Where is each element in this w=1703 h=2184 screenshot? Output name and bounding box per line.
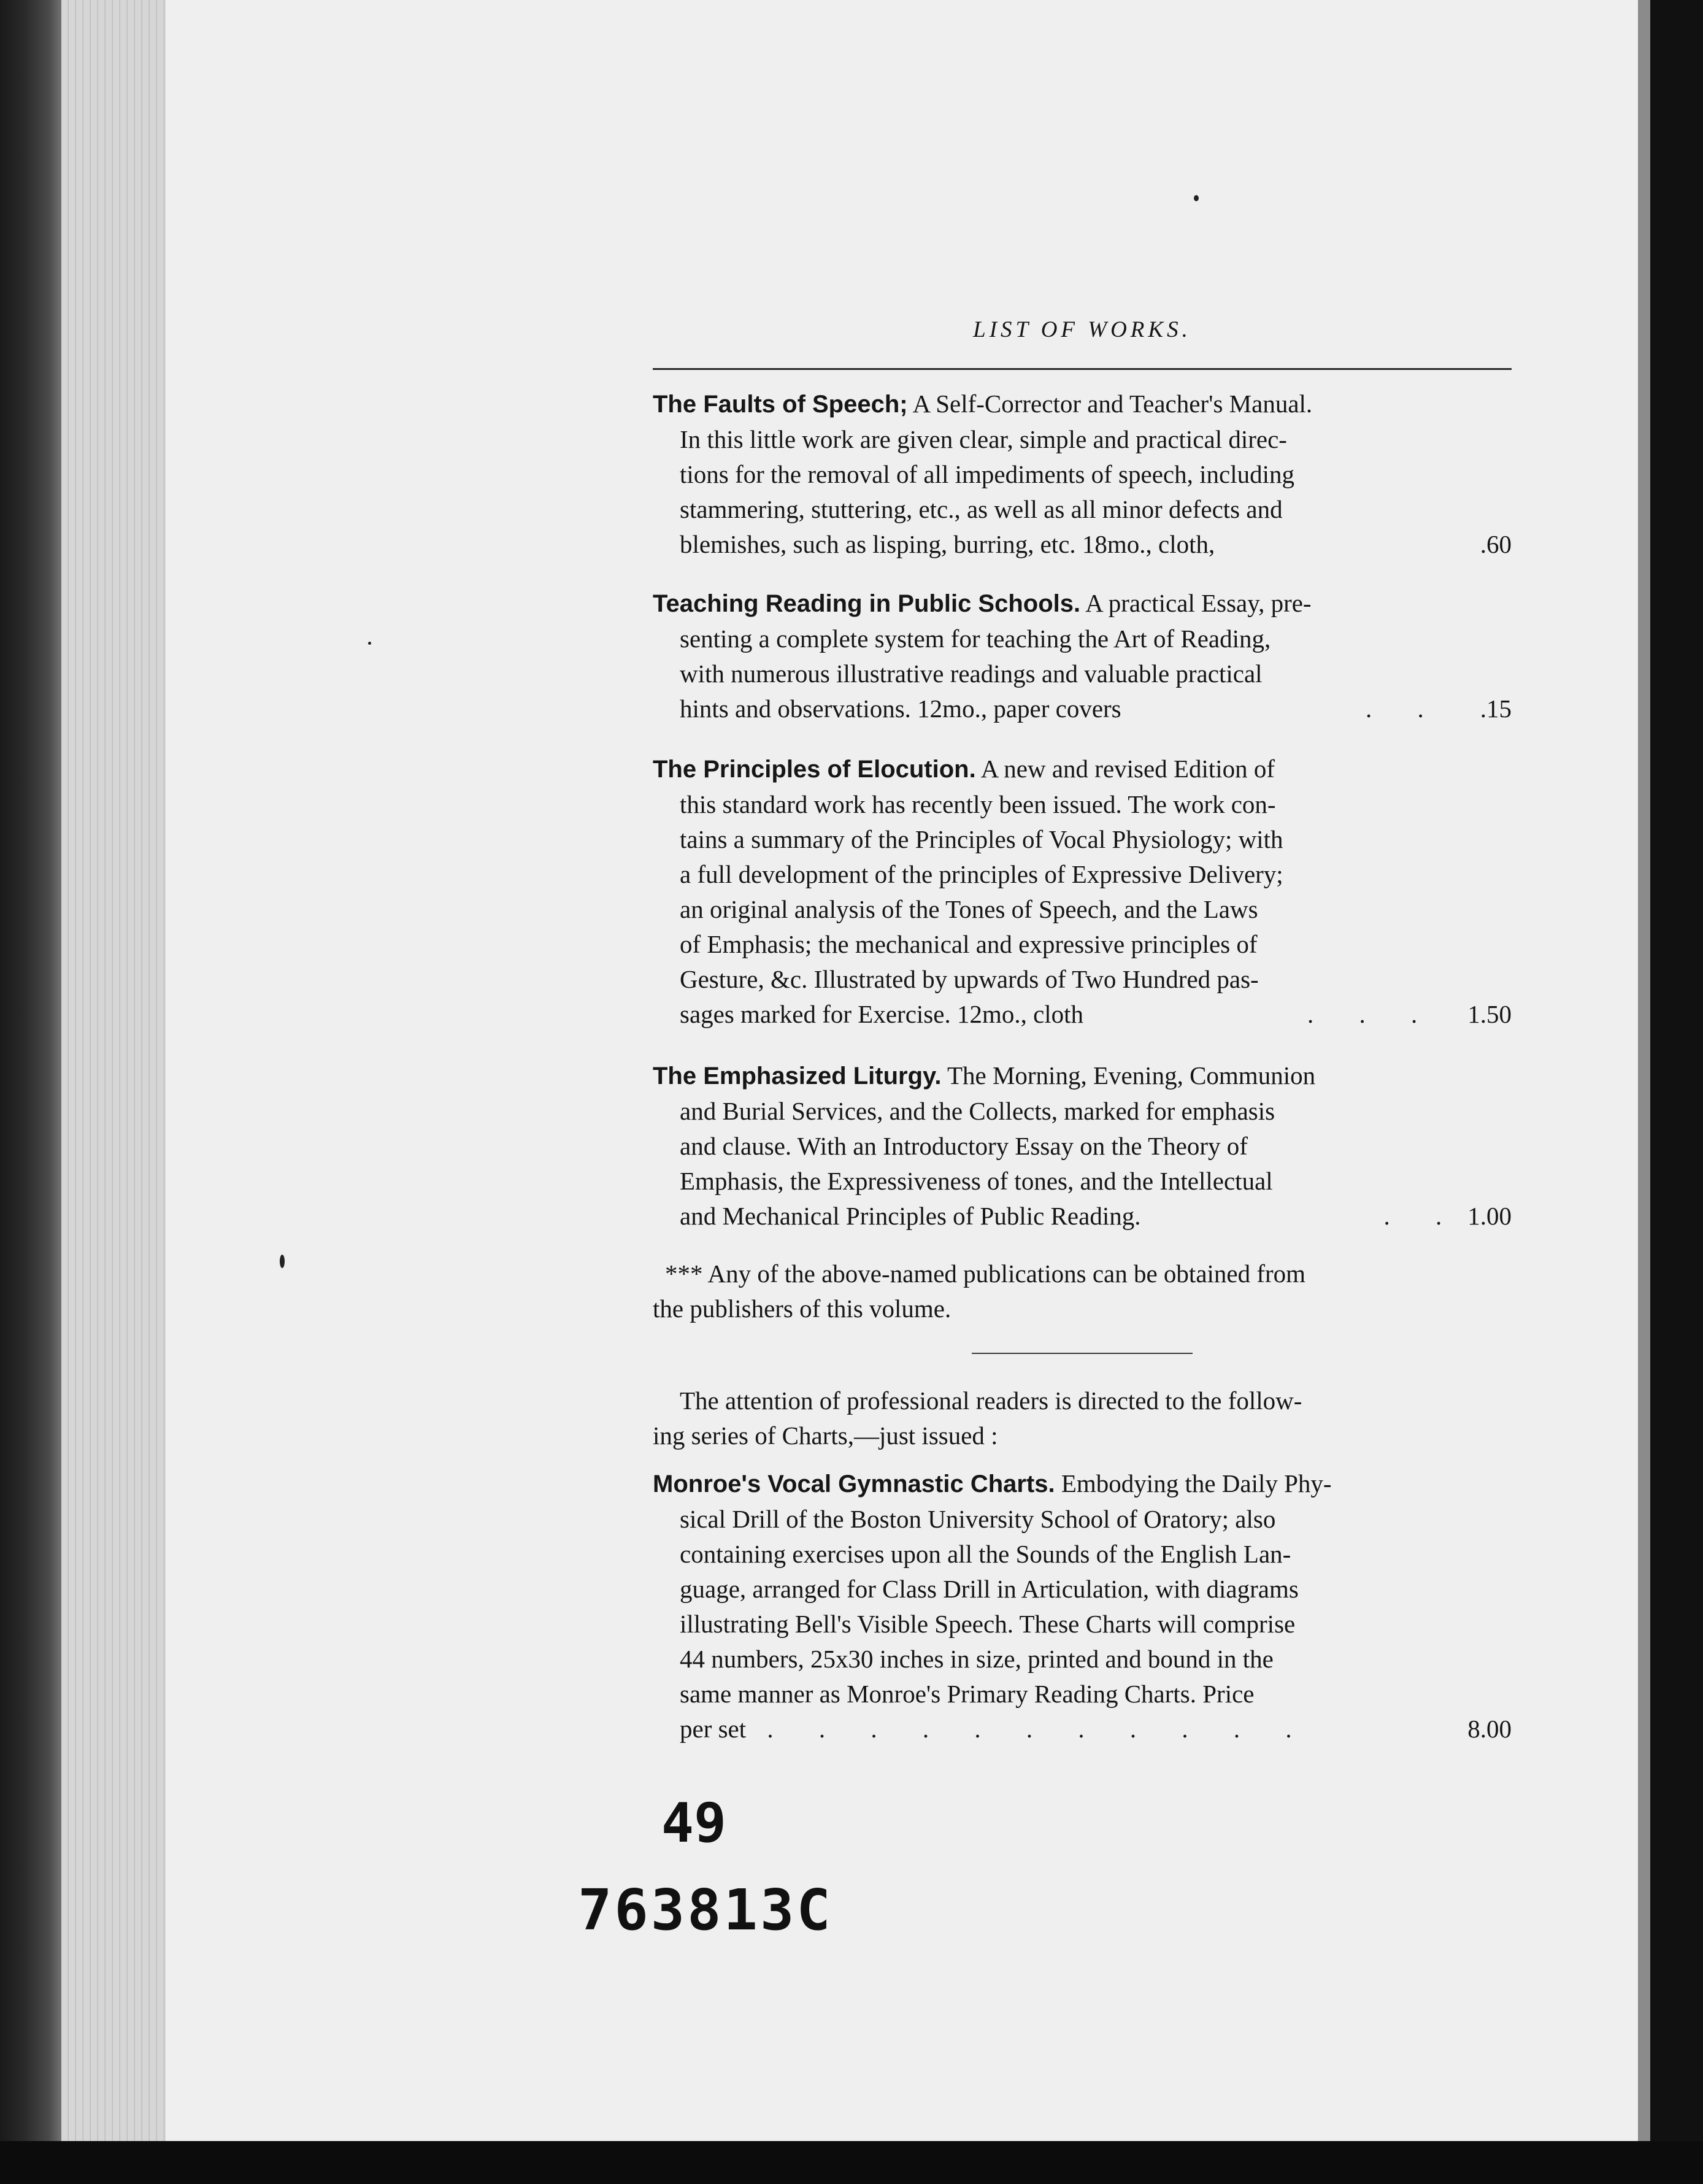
entry-line: blemishes, such as lisping, burring, etc. 18mo., cloth, bbox=[680, 530, 1215, 558]
entry-principles-of-elocution bbox=[653, 752, 1512, 1032]
speck bbox=[368, 642, 371, 645]
entry-faults-of-speech bbox=[653, 386, 1512, 562]
book-page bbox=[166, 0, 1638, 2141]
stamped-accession-code: 763813C bbox=[578, 1877, 833, 1943]
entry-line: A Self-Corrector and Teacher's Manual. bbox=[907, 390, 1313, 418]
entry-line: A new and revised Edition of bbox=[975, 755, 1275, 783]
entry-line: of Emphasis; the mechanical and expressive principles of bbox=[680, 930, 1258, 958]
entry-line: and clause. With an Introductory Essay on the Theory of bbox=[680, 1132, 1248, 1160]
entry-title: The Faults of Speech; bbox=[653, 391, 908, 418]
entry-line: senting a complete system for teaching the Art of Reading, bbox=[680, 625, 1271, 653]
entry-line: guage, arranged for Class Drill in Articulation, with diagrams bbox=[680, 1575, 1299, 1603]
entry-line: this standard work has recently been issued. The work con- bbox=[680, 790, 1276, 818]
section-divider bbox=[972, 1353, 1193, 1354]
entry-price: .60 bbox=[1480, 530, 1512, 558]
entry-title: The Principles of Elocution. bbox=[653, 756, 976, 783]
entry-line: In this little work are given clear, simple and practical direc- bbox=[680, 425, 1287, 453]
attention-line: ing series of Charts,—just issued : bbox=[653, 1421, 998, 1450]
scan-edge-right bbox=[1650, 0, 1703, 2184]
entry-teaching-reading bbox=[653, 586, 1512, 726]
entry-line: tions for the removal of all impediments of speech, including bbox=[680, 460, 1294, 488]
stamped-number: 49 bbox=[661, 1791, 726, 1855]
leader-dots: . . . . . . . . . . . bbox=[767, 1715, 1312, 1743]
entry-line: same manner as Monroe's Primary Reading Charts. Price bbox=[680, 1680, 1255, 1708]
note-line: *** Any of the above-named publications can be obtained from bbox=[665, 1259, 1306, 1288]
speck bbox=[280, 1255, 285, 1268]
entry-line: 44 numbers, 25x30 inches in size, printed and bound in the bbox=[680, 1645, 1274, 1673]
entry-title: Teaching Reading in Public Schools. bbox=[653, 590, 1081, 617]
entry-line: hints and observations. 12mo., paper covers bbox=[680, 694, 1121, 723]
scan-edge-bottom bbox=[0, 2141, 1703, 2184]
entry-line: tains a summary of the Principles of Vocal Physiology; with bbox=[680, 825, 1283, 853]
entry-line: a full development of the principles of Expressive Delivery; bbox=[680, 860, 1283, 888]
entry-line: sages marked for Exercise. 12mo., cloth bbox=[680, 1000, 1084, 1028]
leader-dots: . . . bbox=[1307, 1000, 1437, 1028]
entry-line: Emphasis, the Expressiveness of tones, and the Intellectual bbox=[680, 1167, 1273, 1195]
entry-line: illustrating Bell's Visible Speech. These Charts will comprise bbox=[680, 1610, 1296, 1638]
entry-line: A practical Essay, pre- bbox=[1080, 589, 1312, 617]
availability-note bbox=[653, 1256, 1512, 1326]
entry-emphasized-liturgy bbox=[653, 1058, 1512, 1234]
entry-line: an original analysis of the Tones of Speech, and the Laws bbox=[680, 895, 1258, 923]
entry-line: and Mechanical Principles of Public Reading. bbox=[680, 1202, 1141, 1230]
entry-line: per set bbox=[680, 1715, 747, 1743]
entry-price: 1.50 bbox=[1467, 1000, 1512, 1028]
header-rule bbox=[653, 368, 1512, 370]
entry-title: Monroe's Vocal Gymnastic Charts. bbox=[653, 1471, 1055, 1498]
entry-line: sical Drill of the Boston University School of Oratory; also bbox=[680, 1505, 1276, 1533]
attention-line: The attention of professional readers is directed to the follow- bbox=[680, 1386, 1302, 1415]
entry-line: containing exercises upon all the Sounds of the English Lan- bbox=[680, 1540, 1291, 1568]
entry-line: Gesture, &c. Illustrated by upwards of Two Hundred pas- bbox=[680, 965, 1259, 993]
entry-line: and Burial Services, and the Collects, marked for emphasis bbox=[680, 1097, 1275, 1125]
attention-paragraph bbox=[653, 1383, 1512, 1453]
entry-vocal-gymnastic-charts bbox=[653, 1466, 1512, 1747]
entry-line: Embodying the Daily Phy- bbox=[1055, 1469, 1332, 1498]
entry-line: stammering, stuttering, etc., as well as all minor defects and bbox=[680, 495, 1283, 523]
entry-line: The Morning, Evening, Communion bbox=[941, 1061, 1316, 1090]
entry-line: with numerous illustrative readings and valuable practical bbox=[680, 659, 1263, 688]
scan-edge-right-band bbox=[1638, 0, 1650, 2147]
entry-price: 8.00 bbox=[1467, 1715, 1512, 1743]
leader-dots: . . bbox=[1366, 694, 1444, 723]
entry-price: .15 bbox=[1480, 694, 1512, 723]
page-stack-edges bbox=[61, 0, 172, 2147]
note-line: the publishers of this volume. bbox=[653, 1294, 951, 1323]
entry-title: The Emphasized Liturgy. bbox=[653, 1063, 942, 1090]
leader-dots: . . bbox=[1383, 1202, 1462, 1230]
speck bbox=[1194, 195, 1199, 201]
running-head: LIST OF WORKS. bbox=[973, 317, 1191, 342]
entry-price: 1.00 bbox=[1467, 1202, 1512, 1230]
